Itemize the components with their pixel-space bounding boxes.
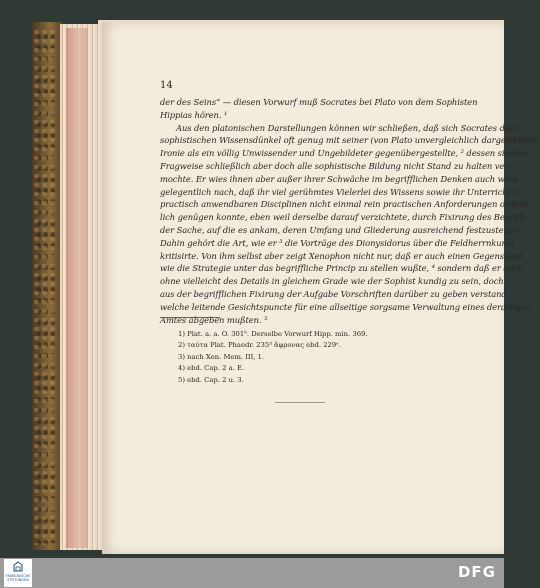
text-line: welche leitende Gesichtspuncte für eine allseitige sorgsame Verwaltung eines derartigen <box>160 301 531 312</box>
page-edges-tint <box>66 28 88 548</box>
marbled-cover-pattern <box>34 30 58 545</box>
text-line: Hippias hören. ¹ <box>160 109 228 120</box>
text-line: ohne vielleicht des Details in gleichem Grade wie der Sophist kundig zu sein, doch <box>160 276 504 287</box>
logo-line-1: FRANCKESCHE <box>5 574 31 578</box>
text-line: Fragweise schließlich aber doch alle sophistische Bildung nicht Stand zu halten ver- <box>160 160 511 171</box>
text-line: wie die Strategie unter das begriffliche Princip zu stellen wußte, ⁴ sondern daß er auch <box>160 263 524 274</box>
text-line: practisch anwendbaren Disciplinen nicht einmal rein practischen Anforderungen ordent- <box>160 199 531 210</box>
text-line: aus der begrifflichen Fixirung der Aufgabe Vorschriften darüber zu geben verstand, <box>160 288 510 299</box>
logo-line-2: STIFTUNGEN <box>7 578 29 582</box>
footnote: 3) nach Xen. Mem. III, 1. <box>178 352 265 361</box>
dfg-logo[interactable]: DFG <box>457 563 496 581</box>
text-line: der des Seins“ — diesen Vorwurf muß Socrates bei Plato von dem Sophisten <box>160 97 478 107</box>
footnote: 1) Plat. a. a. O. 301ᵇ. Derselbe Vorwurf Hipp. min. 369. <box>178 330 368 338</box>
franckesche-stiftungen-logo[interactable] <box>4 559 32 587</box>
page-end-rule <box>275 402 325 403</box>
body-text <box>160 96 540 326</box>
text-line: lich genügen konnte, eben weil derselbe darauf verzichtete, durch Fixirung des Begriffs <box>160 212 527 223</box>
text-line: Aus den platonischen Darstellungen können wir schließen, daß sich Socrates dem <box>176 122 518 133</box>
text-line: gelegentlich nach, daß ihr viel gerühmtes Vielerlei des Wissens sowie ihr Unterricht in <box>160 186 522 197</box>
text-line: mochte. Er wies ihnen aber außer ihrer Schwäche im begrifflichen Denken auch wohl <box>160 173 518 184</box>
text-line: sophistischen Wissensdünkel oft genug mit seiner (von Plato unvergleichlich dargestellten) <box>160 135 540 146</box>
text-line: der Sache, auf die es ankam, deren Umfang und Gliederung ausreichend festzustellen. <box>160 224 522 235</box>
footnote-separator <box>160 317 220 318</box>
footnote: 2) ταύτα Plat. Phaedr. 235ᵈ ἄφρονας ebd. 229ᵉ. <box>178 341 341 350</box>
text-line: kritisirte. Von ihm selbst aber zeigt Xenophon nicht nur, daß er auch einen Gegenstand <box>160 250 523 261</box>
page-number: 14 <box>160 80 173 91</box>
footnote: 4) ebd. Cap. 2 a. E. <box>178 364 245 373</box>
footnotes <box>178 329 478 386</box>
text-line: Ironie als ein völlig Unwissender und Ungebildeter gegenübergestellte, ² dessen simpler <box>160 148 529 159</box>
footnote: 5) ebd. Cap. 2 u. 3. <box>178 375 244 384</box>
text-line: Amtes abgeben mußten. ⁵ <box>160 314 268 325</box>
text-line: Dahin gehört die Art, wie er ³ die Vorträge des Dionysidorus über die Feldherrnkunst <box>160 237 515 248</box>
viewer-footer-bar <box>0 558 504 588</box>
franckesche-emblem-icon <box>12 561 24 573</box>
